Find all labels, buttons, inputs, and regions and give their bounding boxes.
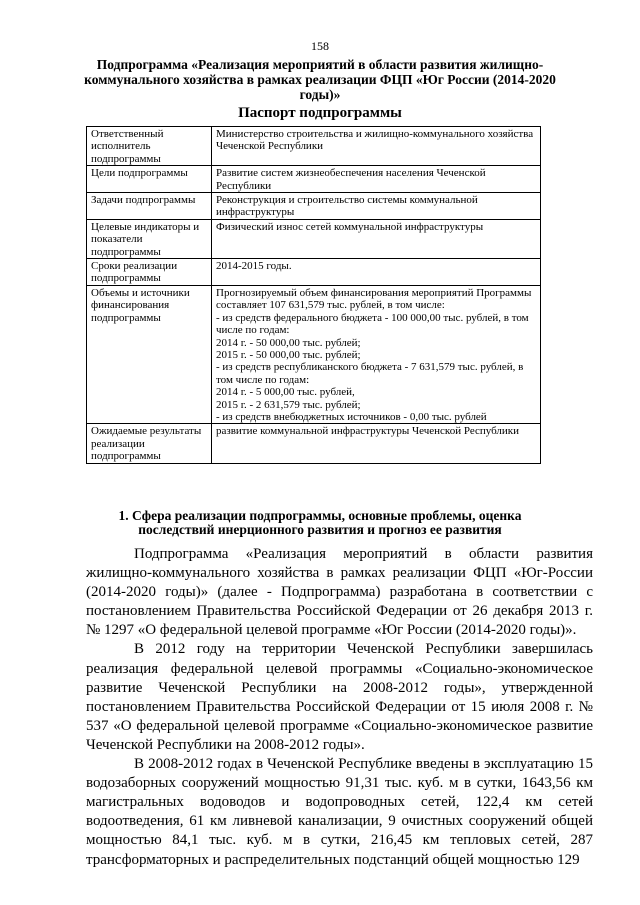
page-number: 158 (311, 39, 329, 53)
section-heading: 1. Сфера реализации подпрограммы, основные проблемы, оценка последствий инерционного развития и прогноз ее развития (118, 508, 522, 537)
paragraph: В 2012 году на территории Чеченской Республики завершилась реализация федеральной целевой программы «Социально-экономическое развитие Чеченской Республики на 2008-2012 годы», утвержденной постановлением Правительства Российской Федерации от 15 июля 2008 г. № 537 «О федеральной целевой программе «Социально-экономическое развитие Чеченской Республики на 2008-2012 годы». (86, 641, 593, 753)
value-line: - из средств внебюджетных источников - 0,00 тыс. рублей (216, 410, 487, 423)
row-label: Сроки реализации подпрограммы (87, 259, 212, 286)
table-row (87, 259, 541, 286)
table-row (87, 193, 541, 220)
value-line: Реконструкция и строительство системы коммунальной инфраструктуры (216, 194, 478, 219)
value-line: - из средств федерального бюджета - 100 000,00 тыс. рублей, в том числе по годам: (216, 311, 529, 337)
value-line: Прогнозируемый объем финансирования мероприятий Программы составляет 107 631,579 тыс. рублей, в том числе: (216, 286, 532, 312)
value-line: Министерство строительства и жилищно-коммунального хозяйства Чеченской Республики (216, 128, 534, 153)
value-line: Физический износ сетей коммунальной инфраструктуры (216, 220, 484, 233)
row-value (212, 166, 541, 193)
row-value (212, 285, 541, 423)
value-line: Развитие систем жизнеобеспечения населения Чеченской Республики (216, 167, 486, 192)
row-value (212, 259, 541, 286)
row-label: Объемы и источники финансирования подпрограммы (87, 285, 212, 423)
value-line: 2014-2015 годы. (216, 260, 292, 273)
value-line: 2014 г. - 5 000,00 тыс. рублей, (216, 386, 355, 399)
row-label: Задачи подпрограммы (87, 193, 212, 220)
row-label: Цели подпрограммы (87, 166, 212, 193)
row-value (212, 424, 541, 463)
body-text (86, 545, 593, 870)
table-row (87, 166, 541, 193)
table-row (87, 127, 541, 166)
table-row (87, 219, 541, 258)
value-line: развитие коммунальной инфраструктуры Чеченской Республики (216, 425, 520, 438)
table-row (87, 285, 541, 423)
value-line: 2015 г. - 50 000,00 тыс. рублей; (216, 348, 361, 361)
value-line: 2014 г. - 50 000,00 тыс. рублей; (216, 336, 361, 349)
row-label: Ответственный исполнитель подпрограммы (87, 127, 212, 166)
passport-heading: Паспорт подпрограммы (238, 105, 402, 121)
row-label: Целевые индикаторы и показатели подпрограммы (87, 219, 212, 258)
value-line: 2015 г. - 2 631,579 тыс. рублей; (216, 398, 361, 411)
passport-table (86, 126, 541, 464)
document-title: Подпрограмма «Реализация мероприятий в области развития жилищно-коммунального хозяйства в рамках реализации ФЦП «Юг России (2014-2020 годы)» (84, 57, 556, 102)
row-value (212, 219, 541, 258)
row-value (212, 127, 541, 166)
row-label: Ожидаемые результаты реализации подпрограммы (87, 424, 212, 463)
table-row (87, 424, 541, 463)
paragraph: В 2008-2012 годах в Чеченской Республике введены в эксплуатацию 15 водозаборных сооружений мощностью 91,31 тыс. куб. м в сутки, 1643,56 км магистральных водоводов и водопроводных сетей, 122,4 км сетей водоотведения, 61 км ливневой канализации, 9 очистных сооружений общей мощностью 84,1 тыс. куб. м в сутки, 216,45 км тепловых сетей, 287 трансформаторных и распределительных подстанций общей мощностью 129 (86, 756, 593, 868)
value-line: - из средств республиканского бюджета - 7 631,579 тыс. рублей, в том числе по годам: (216, 361, 524, 386)
paragraph: Подпрограмма «Реализация мероприятий в области развития жилищно-коммунального хозяйства в рамках реализации ФЦП «Юг-России (2014-2020 годы)» (далее - Подпрограмма) разработана в соответствии с постановлением Правительства Российской Федерации от 26 декабря 2013 г. № 1297 «О федеральной целевой программе «Юг России (2014-2020 годы)». (86, 546, 593, 639)
row-value (212, 193, 541, 220)
